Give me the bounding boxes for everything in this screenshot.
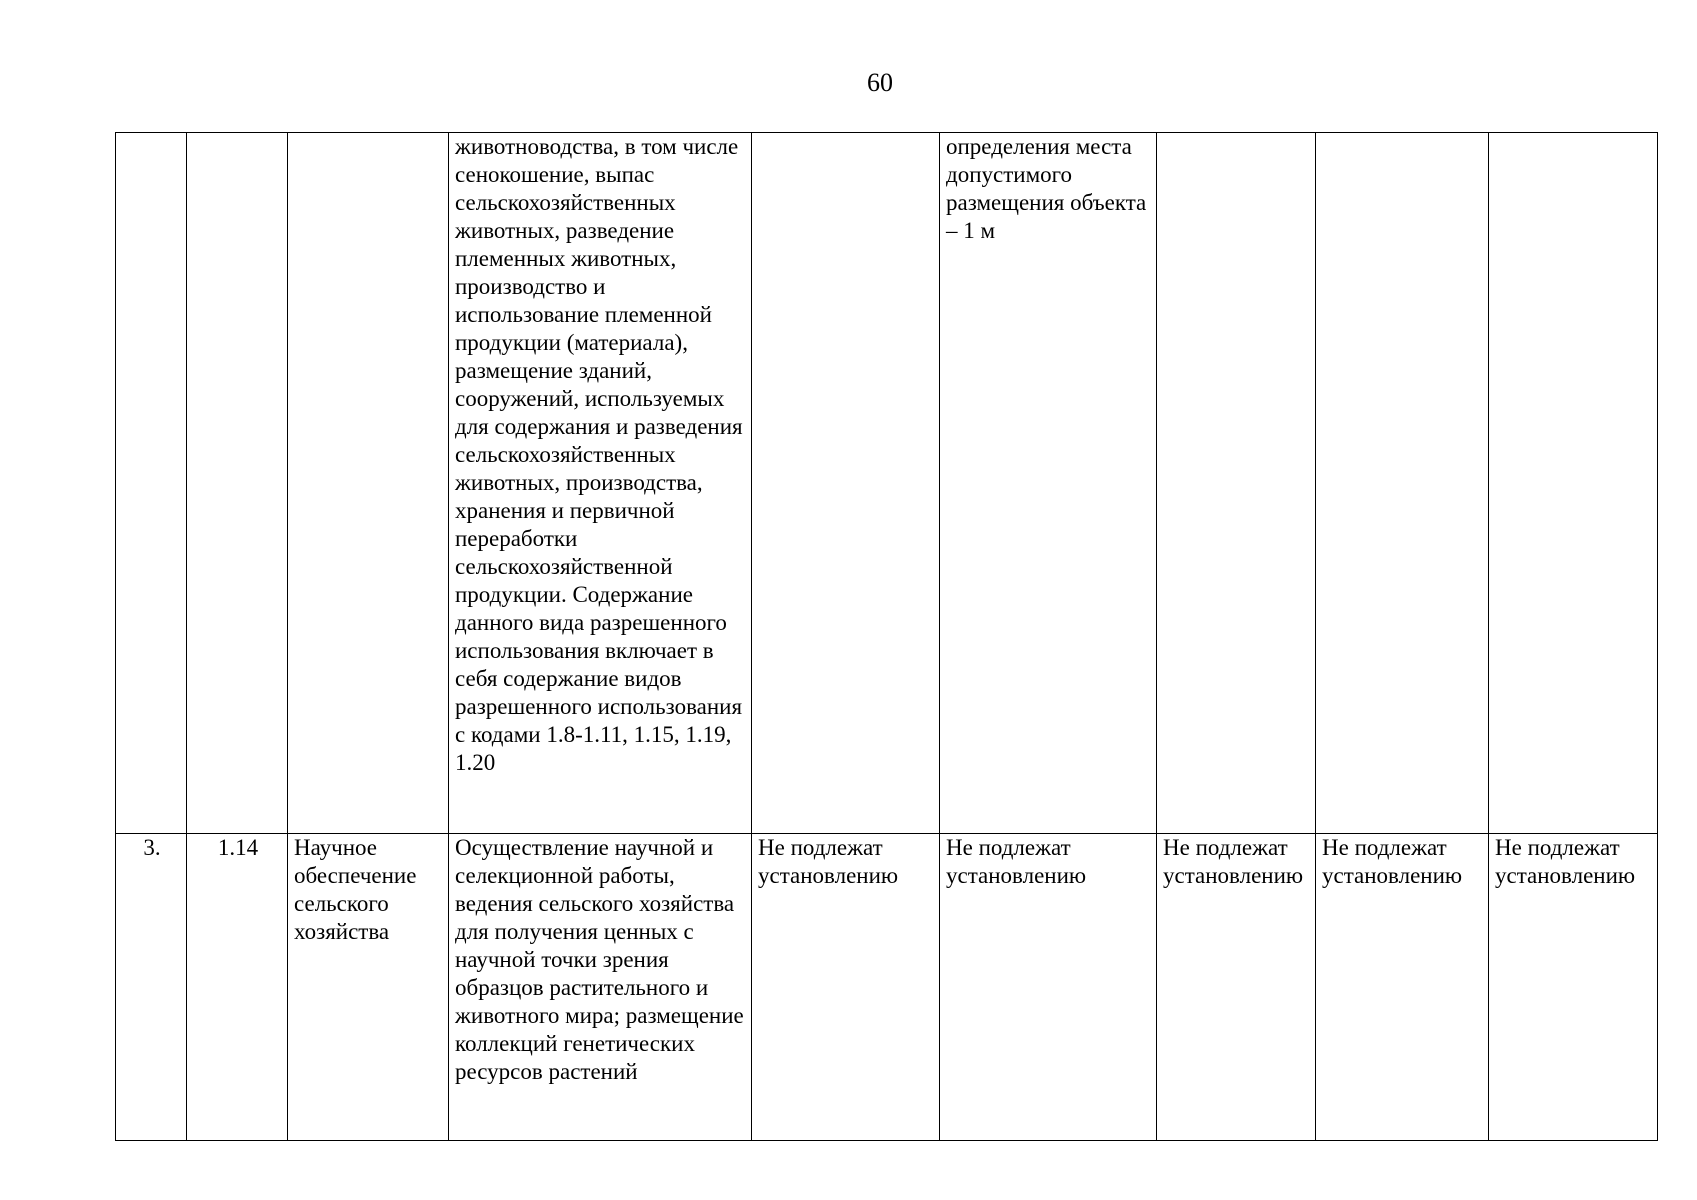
cell-param-3: [1157, 133, 1316, 834]
cell-param-4: Не подлежат установлению: [1316, 834, 1489, 1141]
cell-name: [288, 133, 449, 834]
cell-description: животноводства, в том числе сенокошение, выпас сельскохозяйственных животных, разведение племенных животных, производство и использование племенной продукции (материала), размещение зданий, сооружений, используемых для содержания и разведения сельскохозяйственных животных, производства, хранения и первичной переработки сельскохозяйственной продукции. Содержание данного вида разрешенного использования включает в себя содержание видов разрешенного использования с кодами 1.8-1.11, 1.15, 1.19, 1.20: [449, 133, 752, 834]
cell-param-4: [1316, 133, 1489, 834]
cell-number: [116, 133, 187, 834]
page-number: 60: [867, 68, 893, 97]
cell-param-2: Не подлежат установлению: [940, 834, 1157, 1141]
table-row-continuation: [116, 133, 1658, 834]
cell-description: Осуществление научной и селекционной работы, ведения сельского хозяйства для получения ценных с научной точки зрения образцов растительного и животного мира; размещение коллекций генетических ресурсов растений: [449, 834, 752, 1141]
cell-param-1: Не подлежат установлению: [752, 834, 940, 1141]
cell-name: Научное обеспечение сельского хозяйства: [288, 834, 449, 1141]
cell-param-5: [1489, 133, 1658, 834]
cell-param-1: [752, 133, 940, 834]
cell-code: [187, 133, 288, 834]
cell-setback: определения места допустимого размещения объекта – 1 м: [940, 133, 1157, 834]
cell-code: 1.14: [187, 834, 288, 1141]
cell-number: 3.: [116, 834, 187, 1141]
cell-param-3: Не подлежат установлению: [1157, 834, 1316, 1141]
table-row: [116, 834, 1658, 1141]
cell-param-5: Не подлежат установлению: [1489, 834, 1658, 1141]
regulations-table: [115, 132, 1658, 1141]
